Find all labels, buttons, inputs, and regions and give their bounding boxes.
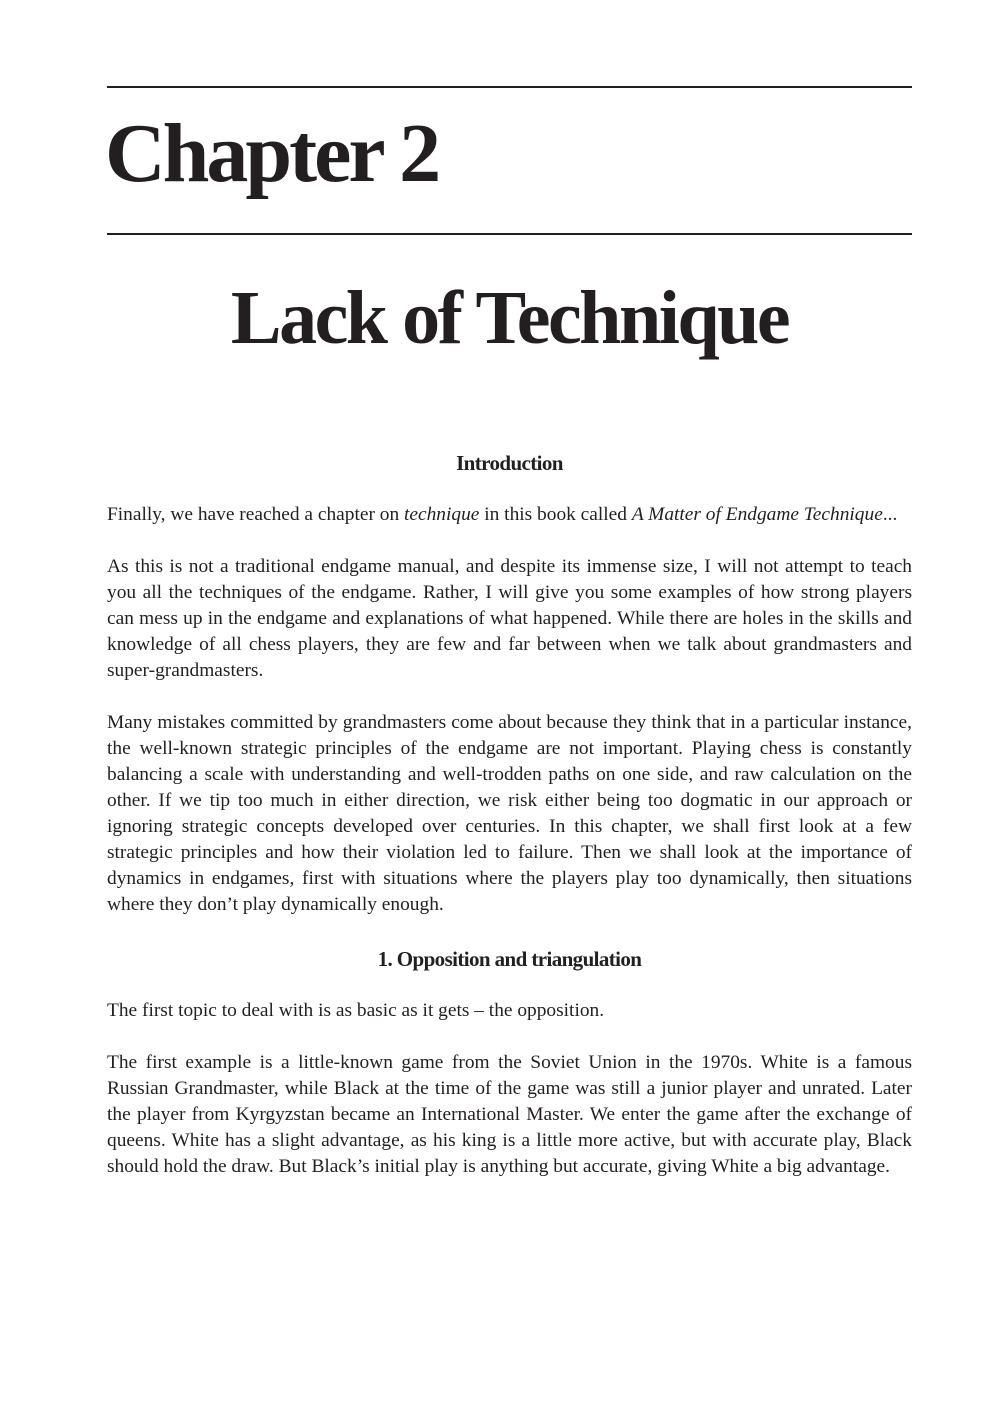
chapter-number: Chapter 2 (105, 107, 439, 200)
chapter-body (107, 448, 912, 1180)
opposition-paragraph-1: The first topic to deal with is as basic as it gets – the opposition. (107, 1000, 605, 1021)
opposition-paragraph-2: The first example is a little-known game from the Soviet Union in the 1970s. White is a famous Russian Grandmaster, while Black at the time of the game was still a junior player and unrated. Later the player from Kyrgyzstan became an International Master. We enter the game after the exchange of queens. White has a slight advantage, as his king is a little more active, but with accurate play, Black should hold the draw. But Black’s initial play is anything but accurate, giving White a big advantage. (107, 1052, 912, 1177)
intro-p1-ellipsis: ... (882, 504, 898, 525)
intro-paragraph-2: As this is not a traditional endgame manual, and despite its immense size, I will not attempt to teach you all the techniques of the endgame. Rather, I will give you some examples of how strong players can mess up in the endgame and explanations of what happened. While there are holes in the skills and knowledge of all chess players, they are few and far between when we talk about grandmasters and super-grandmasters. (107, 556, 912, 681)
intro-paragraph-1 (107, 502, 912, 528)
bottom-divider-rule (107, 233, 912, 235)
intro-p1-text-b: in this book called (479, 504, 632, 525)
top-divider-rule (107, 86, 912, 88)
intro-p1-emphasis-technique: technique (404, 504, 480, 525)
intro-p1-text-a: Finally, we have reached a chapter on (107, 504, 405, 525)
intro-paragraph-3: Many mistakes committed by grandmasters come about because they think that in a particular instance, the well-known strategic principles of the endgame are not important. Playing chess is constantly balancing a scale with understanding and well-trodden paths on one side, and raw calculation on the other. If we tip too much in either direction, we risk either being too dogmatic in our approach or ignoring strategic concepts developed over centuries. In this chapter, we shall first look at a few strategic principles and how their violation led to failure. Then we shall look at the importance of dynamics in endgames, first with situations where the players play too dynamically, then situations where they don’t play dynamically enough. (107, 712, 912, 915)
intro-p1-book-title: A Matter of Endgame Technique (631, 504, 883, 525)
section-heading-introduction: Introduction (456, 451, 563, 475)
section-heading-opposition: 1. Opposition and triangulation (377, 947, 642, 971)
chapter-title: Lack of Technique (230, 276, 789, 360)
